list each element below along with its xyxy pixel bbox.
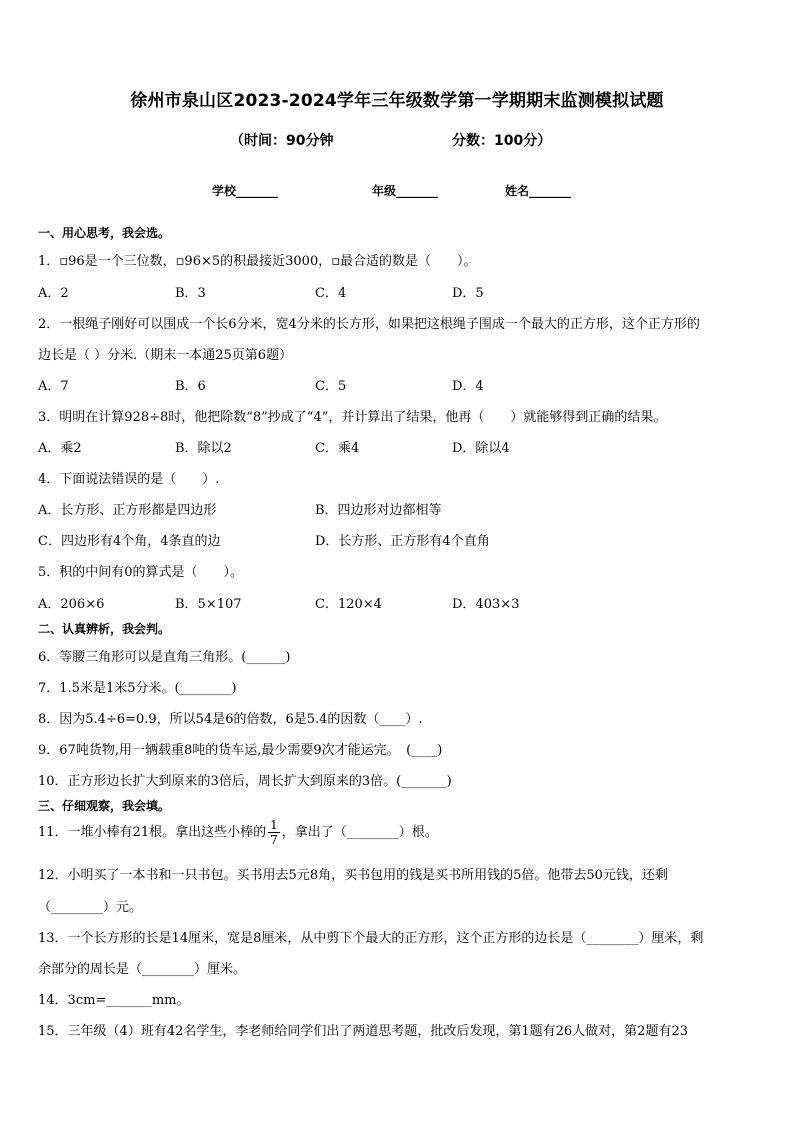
fraction [268, 818, 280, 847]
option-c: C．5 [315, 379, 347, 394]
option-a: A．206×6 [38, 597, 105, 612]
option-c: C．四边形有4个角，4条直的边 [38, 534, 221, 549]
option-a: A．乘2 [38, 441, 82, 456]
grade-field: 年级_______ [372, 184, 439, 198]
question-4: 4．下面说法错误的是（ ）. [38, 472, 220, 487]
option-b: B．四边形对边都相等 [315, 503, 442, 518]
page-title: 徐州市泉山区2023-2024学年三年级数学第一学期期末监测模拟试题 [130, 91, 664, 111]
question-8: 8．因为5.4÷6=0.9，所以54是6的倍数，6是5.4的因数（____）. [38, 712, 423, 727]
fraction-numerator: 1 [270, 818, 278, 832]
school-field: 学校_______ [212, 184, 279, 198]
question-5: 5．积的中间有0的算式是（ ）。 [38, 565, 244, 580]
question-12: 12．小明买了一本书和一只书包。买书用去5元8角，买书包用的钱是买书所用钱的5倍。他带去50元钱，还剩 [38, 868, 668, 883]
option-a: A．2 [38, 286, 69, 301]
question-14: 14．3cm=_______mm。 [38, 993, 190, 1008]
option-b: B．除以2 [175, 441, 232, 456]
question-7: 7．1.5米是1米5分米。(________) [38, 681, 237, 696]
section-heading: 三、仔细观察，我会填。 [38, 799, 171, 813]
section-heading: 一、用心思考，我会选。 [38, 226, 171, 240]
question-1: 1．▫96是一个三位数，▫96×5的积最接近3000，▫最合适的数是（ ）。 [38, 254, 477, 269]
question-13-cont: 余部分的周长是（________）厘米。 [38, 962, 247, 977]
option-a: A．7 [38, 379, 69, 394]
exam-score: 分数：100分） [452, 133, 552, 149]
question-13: 13．一个长方形的长是14厘米，宽是8厘米，从中剪下个最大的正方形，这个正方形的边长是（________）厘米，剩 [38, 931, 704, 946]
fraction-denominator: 7 [270, 833, 278, 847]
option-b: B．3 [175, 286, 206, 301]
exam-time: （时间：90分钟 [230, 133, 334, 149]
question-2-cont: 边长是（ ）分米.（期末一本通25页第6题） [38, 348, 293, 363]
question-3: 3．明明在计算928÷8时，他把除数“8”抄成了“4”，并计算出了结果，他再（ ）就能够得到正确的结果。 [38, 410, 667, 425]
option-d: D．5 [452, 286, 484, 301]
option-d: D．403×3 [452, 597, 520, 612]
question-11-text-end: ，拿出了（________）根。 [281, 825, 438, 840]
option-d: D．长方形、正方形有4个直角 [315, 534, 490, 549]
name-field: 姓名_______ [505, 184, 572, 198]
question-12-cont: （________）元。 [38, 900, 143, 915]
question-11 [38, 818, 438, 847]
question-10: 10．正方形边长扩大到原来的3倍后，周长扩大到原来的3倍。(_______) [38, 774, 452, 789]
question-11-text: 11．一堆小棒有21根。拿出这些小棒的 [38, 825, 267, 840]
option-a: A．长方形、正方形都是四边形 [38, 503, 217, 518]
question-15: 15．三年级（4）班有42名学生，李老师给同学们出了两道思考题，批改后发现，第1题有26人做对，第2题有23 [38, 1024, 688, 1039]
question-6: 6．等腰三角形可以是直角三角形。(______) [38, 650, 291, 665]
option-d: D．除以4 [452, 441, 510, 456]
question-2: 2．一根绳子刚好可以围成一个长6分米，宽4分米的长方形，如果把这根绳子围成一个最大的正方形，这个正方形的 [38, 317, 700, 332]
option-c: C．4 [315, 286, 347, 301]
option-b: B．5×107 [175, 597, 242, 612]
option-c: C．乘4 [315, 441, 360, 456]
option-d: D．4 [452, 379, 484, 394]
section-heading: 二、认真辨析，我会判。 [38, 622, 171, 636]
question-9: 9．67吨货物,用一辆载重8吨的货车运,最少需要9次才能运完。 (____) [38, 743, 443, 758]
option-b: B．6 [175, 379, 206, 394]
option-c: C．120×4 [315, 597, 382, 612]
